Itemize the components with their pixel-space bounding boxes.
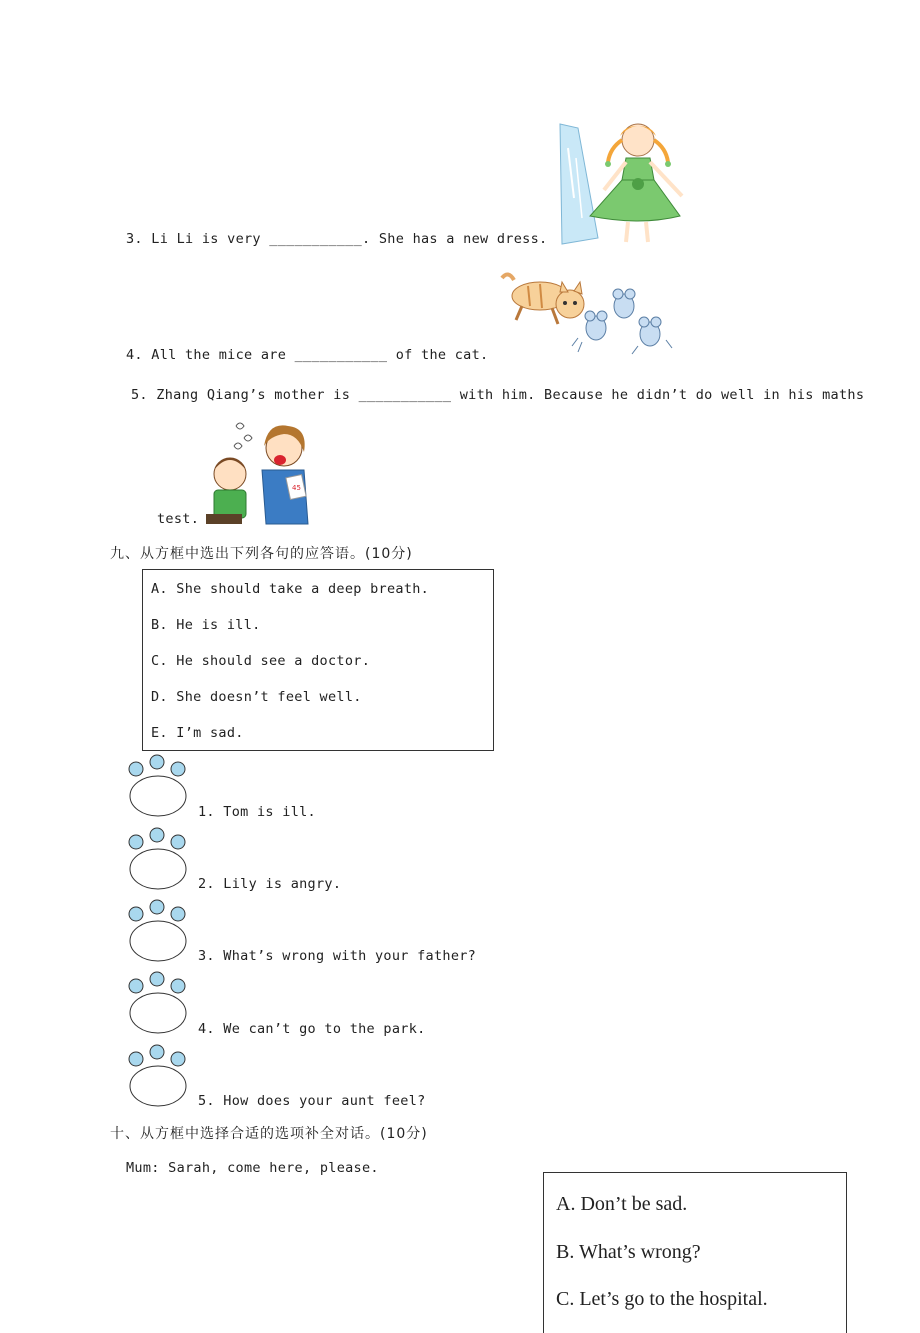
question-1: 1. Tom is ill. <box>198 804 316 820</box>
option-a: A. Don’t be sad. <box>556 1193 688 1215</box>
answer-blank[interactable]: ___________ <box>269 231 363 247</box>
option-e: E. I’m sad. <box>151 725 244 741</box>
paw-answer-bubble-4[interactable] <box>126 970 190 1034</box>
option-d: D. She doesn’t feel well. <box>151 689 362 705</box>
item-text: Li Li is very <box>151 231 261 247</box>
section-9-options-box <box>142 569 494 751</box>
paw-answer-bubble-3[interactable] <box>126 898 190 962</box>
item-text: Zhang Qiang’s mother is <box>156 387 351 403</box>
svg-text:45: 45 <box>292 484 301 492</box>
question-4: 4. We can’t go to the park. <box>198 1021 426 1037</box>
paw-answer-bubble-1[interactable] <box>126 753 190 817</box>
angry-mother-and-boy-illustration <box>204 416 310 526</box>
item-5 <box>131 387 864 403</box>
option-c: C. He should see a doctor. <box>151 653 371 669</box>
option-a: A. She should take a deep breath. <box>151 581 430 597</box>
answer-blank[interactable]: ___________ <box>358 387 452 403</box>
paw-answer-bubble-5[interactable] <box>126 1043 190 1107</box>
girl-mirror-illustration <box>556 118 696 248</box>
item-text: of the cat. <box>395 347 489 363</box>
item-text: All the mice are <box>151 347 287 363</box>
item-4 <box>126 347 488 363</box>
item-number: 3. <box>126 231 143 247</box>
item-number: 5. <box>131 387 148 403</box>
option-b: B. He is ill. <box>151 617 261 633</box>
item-text: . She has a new dress. <box>362 231 548 247</box>
item-text: with him. Because he didn’t do well in his maths <box>459 387 865 403</box>
question-5: 5. How does your aunt feel? <box>198 1093 426 1109</box>
question-2: 2. Lily is angry. <box>198 876 342 892</box>
option-c: C. Let’s go to the hospital. <box>556 1288 768 1310</box>
item-5-continued: test. <box>157 511 200 527</box>
dialogue-line-1: Mum: Sarah, come here, please. <box>126 1160 379 1176</box>
cat-and-mice-illustration <box>498 266 674 362</box>
section-9-heading: 九、从方框中选出下列各句的应答语。(10分) <box>110 546 413 562</box>
section-10-options-box <box>543 1172 847 1333</box>
item-number: 4. <box>126 347 143 363</box>
option-b: B. What’s wrong? <box>556 1241 701 1263</box>
section-10-heading: 十、从方框中选择合适的选项补全对话。(10分) <box>110 1126 428 1142</box>
question-3: 3. What’s wrong with your father? <box>198 948 477 964</box>
paw-answer-bubble-2[interactable] <box>126 826 190 890</box>
item-3 <box>126 231 547 247</box>
answer-blank[interactable]: ___________ <box>294 347 388 363</box>
